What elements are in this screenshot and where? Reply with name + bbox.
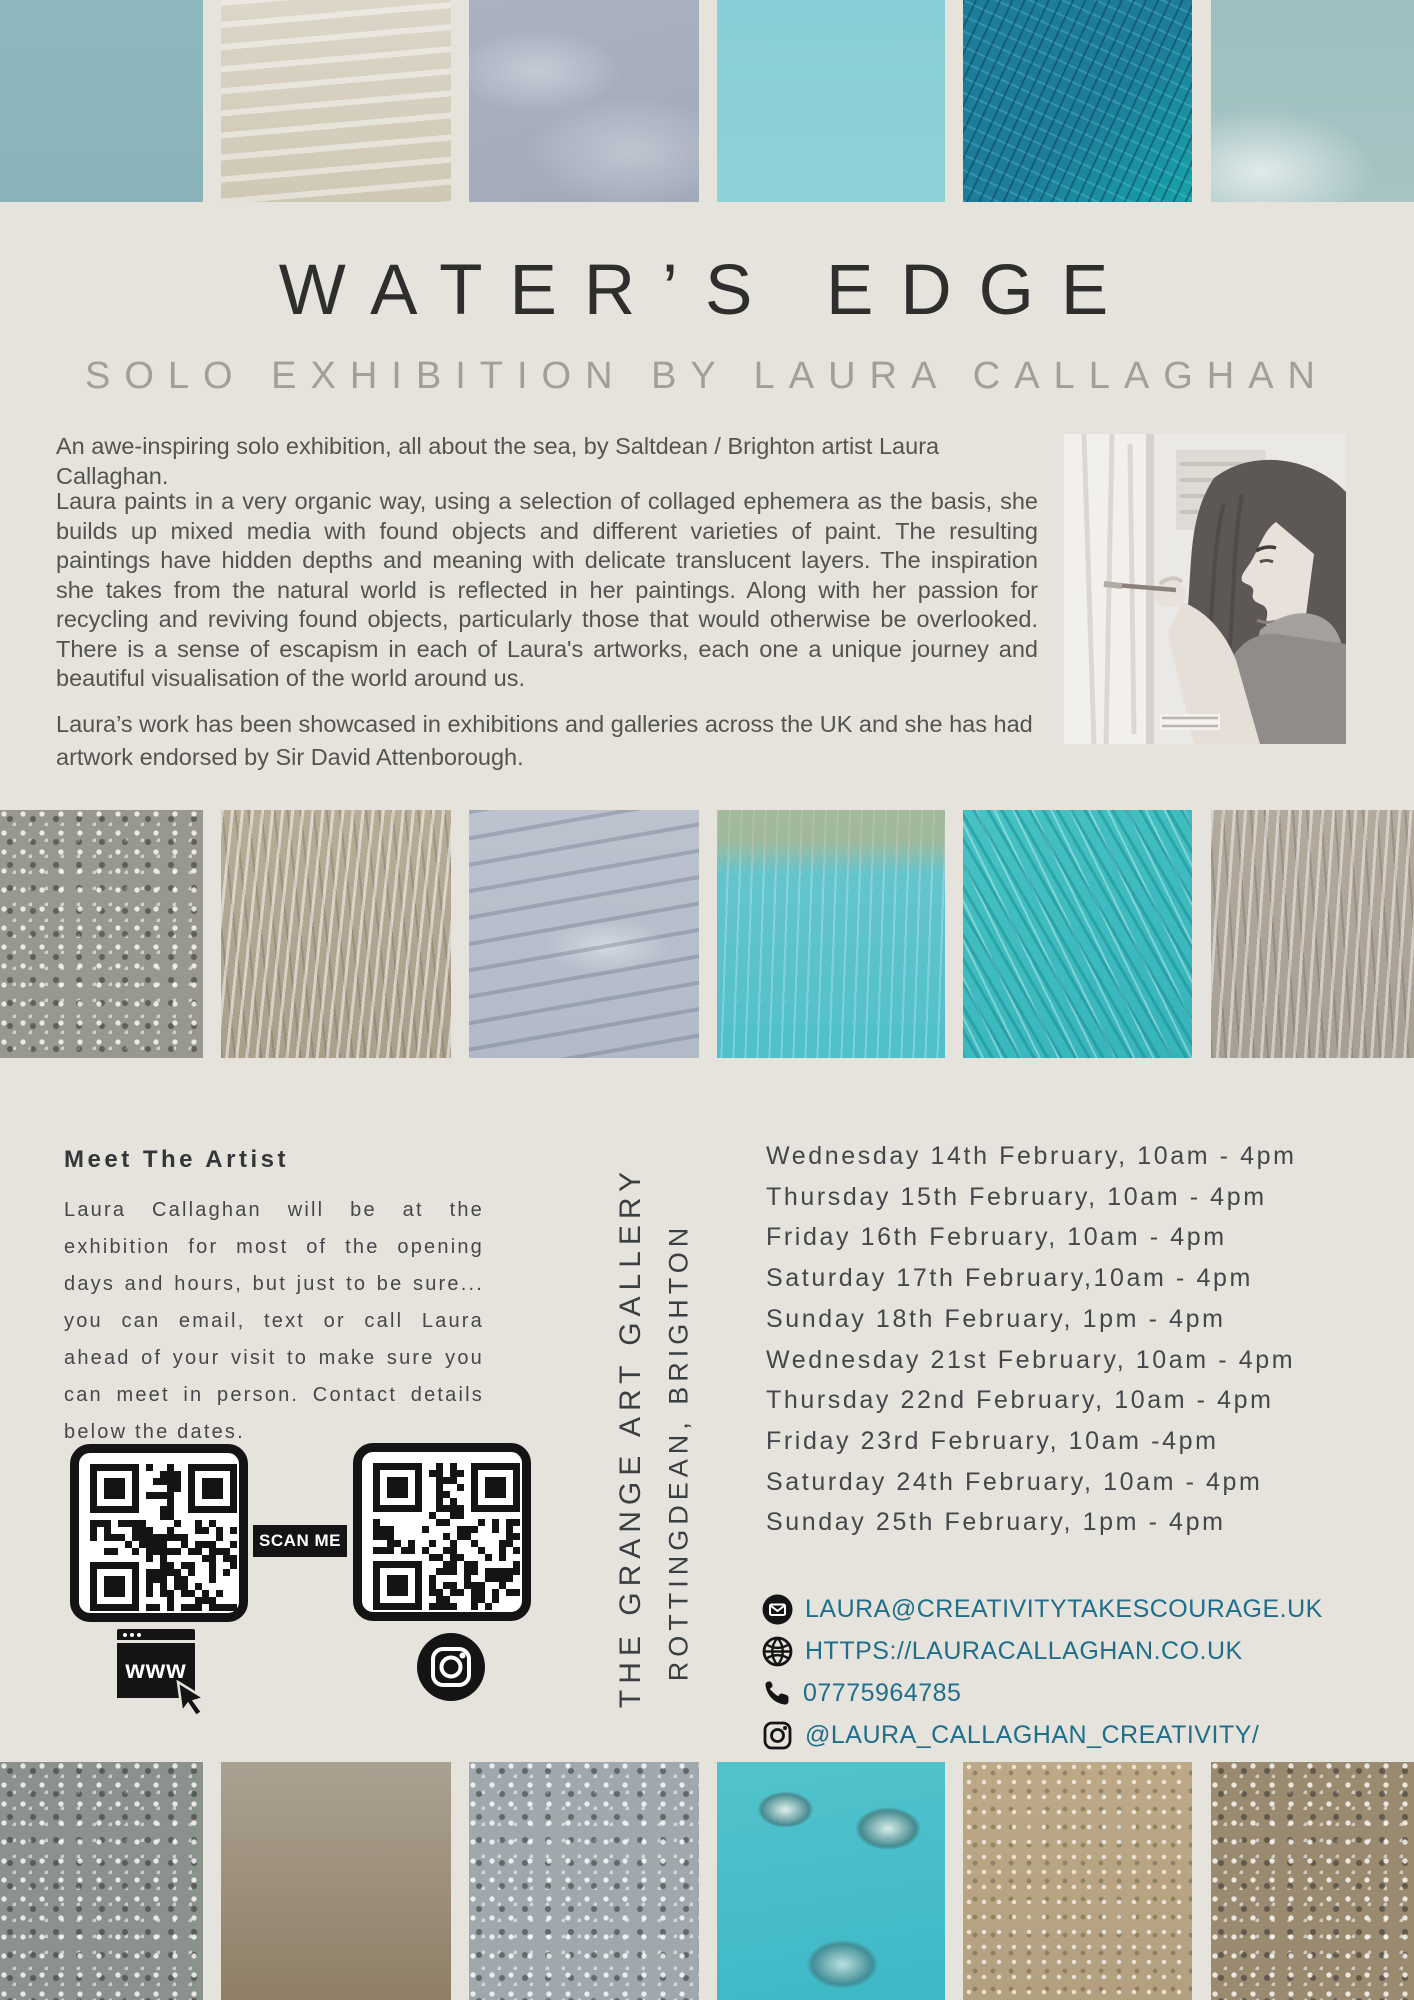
contact-website[interactable]: HTTPS://LAURACALLAGHAN.CO.UK	[805, 1636, 1243, 1665]
browser-bar	[117, 1629, 195, 1640]
opening-date: Wednesday 21st February, 10am - 4pm	[766, 1345, 1296, 1374]
sea-painting-thumbnail	[1211, 1762, 1414, 2000]
sea-painting-thumbnail	[221, 810, 451, 1058]
venue-gallery-name: THE GRANGE ART GALLERY	[614, 1165, 647, 1709]
sea-painting-thumbnail	[0, 1762, 203, 2000]
sea-painting-thumbnail	[0, 810, 203, 1058]
opening-date: Thursday 22nd February, 10am - 4pm	[766, 1386, 1274, 1415]
contact-email[interactable]: LAURA@CREATIVITYTAKESCOURAGE.UK	[805, 1594, 1323, 1623]
about-paragraph: Laura paints in a very organic way, using a selection of collaged ephemera as the basis, she builds up mixed media with found objects and different varieties of paint. The resulting paintings have hidden depths and meaning with delicate translucent layers. The inspiration she takes from the natural world is reflected in her paintings. Along with her passion for recycling and reviving found objects, particularly those that would otherwise be overlooked. There is a sense of escapism in each of Laura's artworks, each one a unique journey and beautiful visualisation of the world around us.	[56, 488, 1038, 691]
venue-location: ROTTINGDEAN, BRIGHTON	[663, 1222, 694, 1682]
meet-the-artist-text: Laura Callaghan will be at the exhibition for most of the opening days and hours, but just to be sure... you can email, text or call Laura ahead of your visit to make sure you can meet in person. Contact details below the dates.	[64, 1199, 484, 1443]
sea-painting-thumbnail	[717, 810, 945, 1058]
sea-painting-thumbnail	[1211, 0, 1414, 202]
opening-date: Saturday 24th February, 10am - 4pm	[766, 1467, 1263, 1496]
opening-date: Saturday 17th February,10am - 4pm	[766, 1264, 1253, 1293]
artist-photo	[1064, 434, 1346, 744]
www-label: www	[117, 1643, 195, 1698]
sea-painting-thumbnail	[469, 0, 699, 202]
scan-me-label: SCAN ME	[253, 1525, 347, 1557]
instagram-icon	[416, 1632, 486, 1702]
sea-painting-thumbnail	[469, 810, 699, 1058]
contact-phone[interactable]: 07775964785	[803, 1678, 962, 1707]
contact-email-row	[762, 1588, 1323, 1630]
sea-painting-thumbnail	[1211, 810, 1414, 1058]
opening-date: Wednesday 14th February, 10am - 4pm	[766, 1142, 1297, 1170]
intro-paragraph: An awe-inspiring solo exhibition, all about the sea, by Saltdean / Brighton artist Laura Callaghan.	[56, 433, 940, 489]
contact-details	[762, 1588, 1323, 1756]
globe-icon	[762, 1636, 793, 1667]
meet-the-artist-heading: Meet The Artist	[64, 1146, 289, 1173]
sea-painting-thumbnail	[963, 810, 1192, 1058]
contact-instagram-row	[762, 1714, 1323, 1756]
opening-dates-list	[766, 1136, 1297, 1543]
email-icon	[762, 1594, 793, 1625]
opening-date: Sunday 25th February, 1pm - 4pm	[766, 1508, 1226, 1537]
contact-instagram[interactable]: @LAURA_CALLAGHAN_CREATIVITY/	[805, 1720, 1260, 1749]
instagram-outline-icon	[762, 1720, 793, 1751]
opening-date: Friday 16th February, 10am - 4pm	[766, 1223, 1227, 1252]
page-subtitle: SOLO EXHIBITION BY LAURA CALLAGHAN	[85, 355, 1329, 397]
artist-photo-art	[1064, 434, 1346, 744]
website-qr-code	[70, 1444, 248, 1622]
contact-website-row	[762, 1630, 1323, 1672]
sea-painting-thumbnail	[0, 0, 203, 202]
sea-painting-thumbnail	[221, 0, 451, 202]
sea-painting-thumbnail	[221, 1762, 451, 2000]
opening-date: Thursday 15th February, 10am - 4pm	[766, 1182, 1267, 1211]
sea-painting-thumbnail	[717, 0, 945, 202]
contact-phone-row	[762, 1672, 1323, 1714]
sea-painting-thumbnail	[469, 1762, 699, 2000]
cursor-icon	[172, 1680, 212, 1720]
sea-painting-thumbnail	[963, 0, 1192, 202]
instagram-qr-code	[353, 1443, 531, 1621]
phone-icon	[762, 1679, 791, 1708]
sea-painting-thumbnail	[963, 1762, 1192, 2000]
opening-date: Friday 23rd February, 10am -4pm	[766, 1426, 1219, 1455]
sea-painting-thumbnail	[717, 1762, 945, 2000]
page-title: WATER’S EDGE	[278, 251, 1136, 330]
credentials-paragraph: Laura’s work has been showcased in exhibitions and galleries across the UK and she has had artwork endorsed by Sir David Attenborough.	[56, 711, 1033, 770]
opening-date: Sunday 18th February, 1pm - 4pm	[766, 1304, 1226, 1333]
